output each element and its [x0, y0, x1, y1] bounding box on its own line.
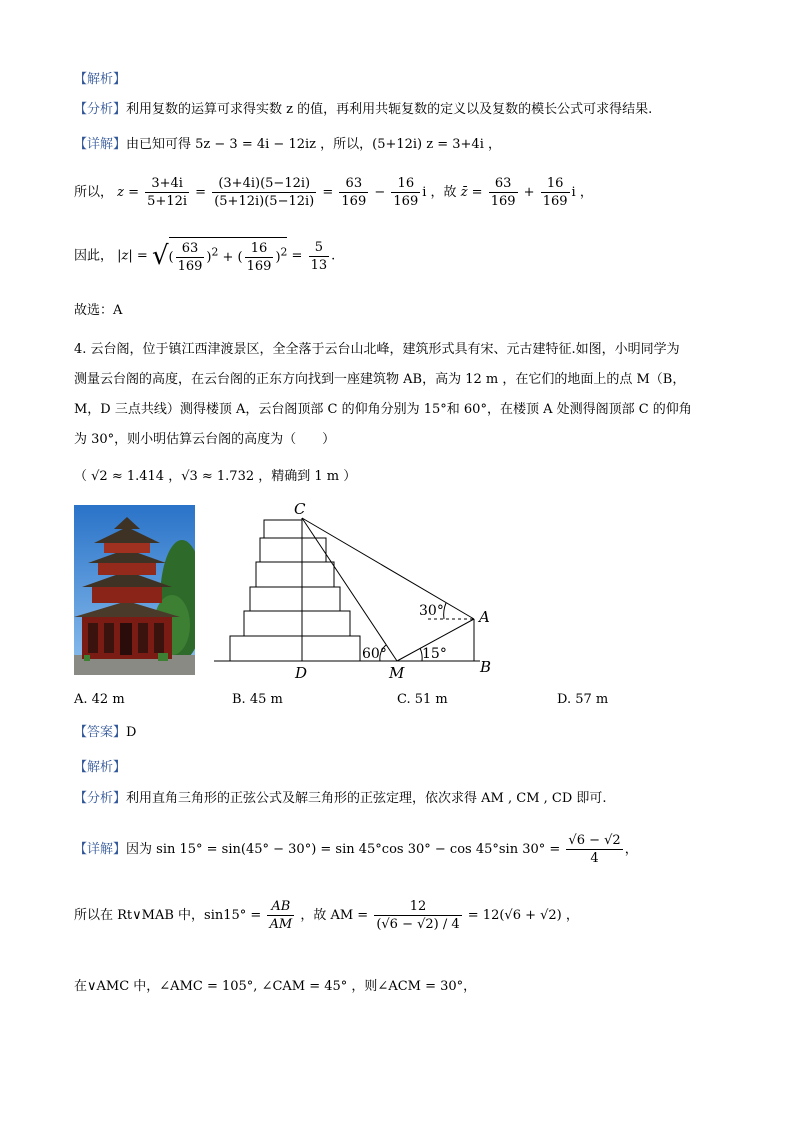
question-line-2: 测量云台阁的高度，在云台阁的正东方向找到一座建筑物 AB，高为 12 m ，在它们的地面上的点 M（B， [74, 372, 686, 387]
answer-line [74, 724, 136, 742]
fraction-4: $\frac{16}{169}$ [393, 176, 419, 209]
question-hint: （ √2 ≈ 1.414 ，√3 ≈ 1.732 ，精确到 1 m ） [74, 469, 357, 484]
analysis-text-2: 利用直角三角形的正弦公式及解三角形的正弦定理，依次求得 AM , CM , CD 即可. [126, 791, 607, 806]
detail-line-1: 【详解】因为 sin 15° = sin(45° − 30°) = sin 45°cos 30° − cos 45°sin 30° = $\frac{√6 - √2}{4}$ ， [74, 833, 638, 866]
am-result: = 12(√6 + √2) ， [467, 908, 579, 923]
detail-paragraph [74, 136, 501, 154]
modz-label: |z| = [117, 248, 148, 264]
am-fraction: $\frac{12}{(√6 - √2) / 4}$ [376, 899, 460, 932]
detail-tag: 【详解】 [74, 137, 127, 152]
sin15-expansion: 因为 sin 15° = sin(45° − 30°) = sin 45°cos 30° − cos 45°sin 30° = [126, 842, 561, 857]
fraction-2: $\frac{(3+4i)(5-12i)}{(5+12i)(5-12i)}$ [214, 176, 315, 209]
label-angle-30: 30° [419, 603, 444, 619]
label-d: D [295, 664, 308, 682]
fraction-5: $\frac{63}{169}$ [490, 176, 516, 209]
option-c[interactable]: C. 51 m [397, 692, 448, 707]
tower-tier-6 [264, 520, 302, 538]
tower-tier-3 [250, 587, 340, 611]
analysis-heading: 【解析】 [74, 72, 127, 87]
fraction-result: $\frac{5}{13}$ [310, 239, 328, 273]
option-b[interactable]: B. 45 m [232, 692, 283, 707]
rt-triangle-text: 所以在 Rt∨MAB 中，sin15° = [74, 908, 262, 923]
detail-text: 由已知可得 5z − 3 = 4i − 12iz ，所以，(5+12i) z = 3+4i ， [126, 137, 501, 152]
label-m: M [389, 664, 405, 682]
fraction-6: $\frac{16}{169}$ [542, 176, 568, 209]
analysis-paragraph [74, 101, 652, 119]
z-equation: 所以， z = $\frac{3+4i}{5+12i}$ = $\frac{(3+4i)(5-12i)}{(5+12i)(5-12i)}$ = $\frac{63}{169}$ − $\frac{16}{169}$ i ，故 z̄ = $\frac{63}{169}$ + $\frac{16}{169}$ i ， [74, 176, 593, 209]
detail-tag-2: 【详解】 [74, 842, 127, 857]
zbar-label: z̄ = [460, 185, 483, 200]
fraction-7: $\frac{63}{169}$ [177, 241, 203, 274]
answer-value: D [126, 725, 137, 740]
analysis-heading-2: 【解析】 [74, 760, 127, 775]
label-c: C [294, 500, 306, 518]
modulus-equation: 因此， |z| = √( $\frac{63}{169}$ )$^2$ + ( $\frac{16}{169}$ )$^2$ = $\frac{5}{13}$ . [74, 237, 335, 275]
detail-line-3: 在∨AMC 中，∠AMC = 105°, ∠CAM = 45° ，则∠ACM = 30°， [74, 979, 477, 994]
tower-tier-2 [244, 611, 350, 636]
answer-tag: 【答案】 [74, 725, 127, 740]
question-line-3: M，D 三点共线）测得楼顶 A，云台阁顶部 C 的仰角分别为 15°和 60°，在楼顶 A 处测得阁顶部 C 的仰角 [74, 402, 692, 417]
sqrt-icon: √ [151, 241, 169, 271]
detail-line-2 [74, 898, 579, 933]
label-a: A [479, 608, 490, 626]
tower-tier-5 [260, 538, 326, 562]
angle-30-arc [444, 603, 446, 619]
choose-line: 故选：A [74, 303, 123, 318]
am-text: ，故 AM = [300, 908, 369, 923]
question-line-4: 为 30°，则小明估算云台阁的高度为（ ） [74, 432, 336, 447]
fraction-3: $\frac{63}{169}$ [341, 176, 367, 209]
analysis-tag-2: 【分析】 [74, 791, 127, 806]
tower-tier-4 [256, 562, 334, 587]
analysis-text: 利用复数的运算可求得实数 z 的值，再利用共轭复数的定义以及复数的模长公式可求得结果. [126, 102, 653, 117]
label-b: B [480, 658, 492, 676]
tower-tier-1 [230, 636, 360, 661]
question-line-1: 4. 云台阁，位于镇江西津渡景区，全全落于云台山北峰，建筑形式具有宋、元古建特征.如图，小明同学为 [74, 342, 680, 357]
analysis-tag: 【分析】 [74, 102, 127, 117]
pavilion-photo [74, 505, 195, 675]
line-cm [302, 518, 397, 661]
option-d[interactable]: D. 57 m [557, 692, 609, 707]
option-a[interactable]: A. 42 m [74, 692, 125, 707]
hence-prefix: 因此， [74, 248, 114, 264]
geometry-figure [210, 500, 510, 685]
label-angle-60: 60° [362, 646, 387, 662]
line-ca [302, 518, 474, 619]
fraction-8: $\frac{16}{169}$ [246, 241, 272, 274]
z-label: z = [117, 185, 140, 200]
fraction-1: $\frac{3+4i}{5+12i}$ [147, 176, 188, 209]
label-angle-15: 15° [422, 646, 447, 662]
ab-am-fraction: $\frac{AB}{AM}$ [269, 899, 293, 932]
analysis-paragraph-2 [74, 790, 607, 808]
sin15-fraction: $\frac{√6 - √2}{4}$ [568, 833, 621, 866]
therefore-text: ，故 [430, 185, 457, 200]
so-prefix: 所以， [74, 185, 114, 200]
